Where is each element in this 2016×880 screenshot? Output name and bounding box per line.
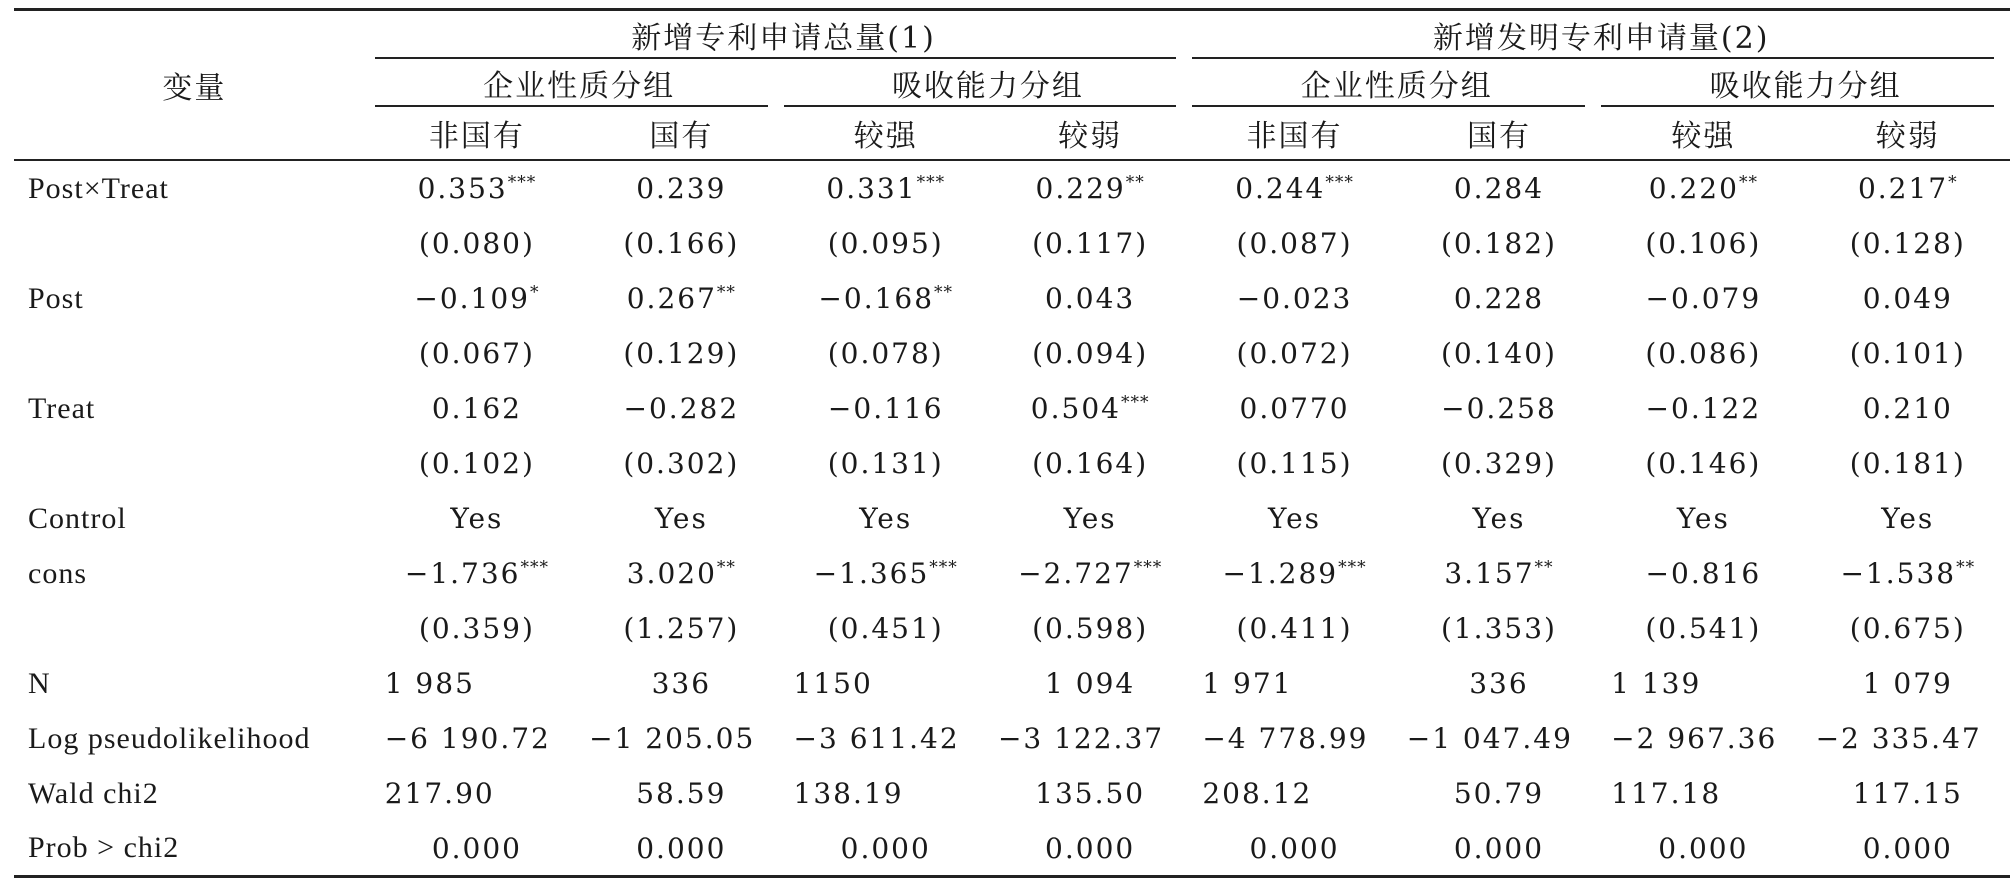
cell-value: −2 967.36 — [1611, 722, 1778, 755]
table-cell — [1397, 656, 1601, 711]
table-cell — [375, 546, 579, 601]
row-label: Wald chi2 — [28, 776, 159, 810]
cell-value: (0.128) — [1849, 227, 1966, 260]
cell-value: −0.116 — [827, 392, 944, 425]
cell-value: (0.541) — [1645, 612, 1762, 645]
table-cell — [1806, 160, 2010, 216]
cell-value: −1 205.05 — [589, 722, 756, 755]
table-cell — [1397, 766, 1601, 821]
cell-value: 0.162 — [431, 392, 522, 425]
table-cell — [1806, 821, 2010, 877]
cell-value: −1.736 — [404, 557, 521, 590]
table-cell — [1192, 656, 1396, 711]
cell-value: 1 094 — [1045, 667, 1136, 700]
cell-value: (0.087) — [1236, 227, 1353, 260]
cell-value: 0.000 — [1658, 831, 1749, 865]
table-cell — [375, 711, 579, 766]
table-cell — [579, 766, 783, 821]
table-row — [14, 491, 2010, 546]
table-cell — [1601, 766, 1805, 821]
table-cell — [375, 326, 579, 381]
table-cell — [1192, 326, 1396, 381]
cell-value: (0.359) — [418, 612, 535, 645]
significance-stars: * — [1948, 172, 1958, 193]
cell-value: 0.239 — [636, 172, 727, 205]
significance-stars: *** — [1338, 557, 1367, 578]
column-header: 非国有 — [428, 119, 525, 154]
table-row — [14, 381, 2010, 436]
cell-value: 1 985 — [384, 667, 475, 700]
row-label — [14, 601, 375, 656]
table-cell — [579, 491, 783, 546]
table-cell — [579, 656, 783, 711]
cell-value: 135.50 — [1035, 777, 1146, 810]
column-header: 国有 — [1466, 119, 1531, 154]
cell-value: −0.258 — [1441, 392, 1557, 425]
significance-stars: *** — [1120, 392, 1150, 413]
row-label: cons — [28, 556, 87, 590]
column-header: 非国有 — [1246, 119, 1343, 154]
cell-value: 336 — [1469, 667, 1529, 700]
table-cell — [1806, 271, 2010, 326]
table-cell — [1806, 546, 2010, 601]
cell-value: (0.598) — [1032, 612, 1149, 645]
table-cell — [579, 546, 783, 601]
table-cell — [1806, 601, 2010, 656]
cell-value: Yes — [1063, 502, 1117, 535]
cell-value: (0.101) — [1849, 337, 1966, 370]
row-label — [14, 326, 375, 381]
table-cell — [375, 160, 579, 216]
cell-value: Yes — [859, 502, 913, 535]
cell-value: (0.095) — [827, 227, 944, 260]
cell-value: (0.115) — [1236, 447, 1353, 480]
table-cell — [1397, 160, 1601, 216]
significance-stars: *** — [507, 172, 537, 193]
table-cell — [1601, 271, 1805, 326]
cell-value: (0.451) — [827, 612, 944, 645]
table-cell — [1806, 436, 2010, 491]
table-row — [14, 601, 2010, 656]
column-header: 较弱 — [1058, 119, 1123, 154]
cell-value: 217.90 — [384, 777, 495, 810]
table-cell — [1601, 381, 1805, 436]
table-cell — [988, 326, 1192, 381]
row-label: Treat — [28, 391, 96, 425]
table-cell — [1192, 216, 1396, 271]
cell-value: Yes — [1881, 502, 1935, 535]
cell-value: −0.122 — [1645, 392, 1762, 425]
table-row — [14, 436, 2010, 491]
cell-value: 208.12 — [1202, 777, 1313, 810]
cell-value: Yes — [654, 502, 708, 535]
table-cell — [579, 821, 783, 877]
cell-value: −0.109 — [414, 282, 530, 315]
cell-value: (0.094) — [1032, 337, 1149, 370]
significance-stars: ** — [716, 557, 736, 578]
table-cell — [784, 821, 988, 877]
cell-value: 0.000 — [1249, 831, 1340, 865]
table-cell — [784, 160, 988, 216]
column-header: 较弱 — [1875, 119, 1940, 154]
cell-value: (0.131) — [827, 447, 944, 480]
table-cell — [1192, 160, 1396, 216]
table-cell — [784, 601, 988, 656]
table-row — [14, 711, 2010, 766]
table-cell — [1192, 436, 1396, 491]
cell-value: 0.000 — [1045, 831, 1136, 865]
table-cell — [1601, 326, 1805, 381]
cell-value: 138.19 — [793, 777, 904, 810]
table-cell — [579, 326, 783, 381]
cell-value: (0.080) — [418, 227, 535, 260]
cell-value: Yes — [450, 502, 504, 535]
cell-value: 1 139 — [1611, 667, 1702, 700]
table-cell — [375, 271, 579, 326]
cell-value: 1 079 — [1862, 667, 1953, 700]
table-row — [14, 271, 2010, 326]
row-label: Post — [28, 281, 84, 315]
table-cell — [1806, 216, 2010, 271]
table-cell — [988, 271, 1192, 326]
row-label — [14, 436, 375, 491]
cell-value: (0.411) — [1236, 612, 1353, 645]
table-cell — [1397, 271, 1601, 326]
table-cell — [1806, 766, 2010, 821]
table-cell — [988, 821, 1192, 877]
cell-value: (1.353) — [1440, 612, 1557, 645]
table-cell — [1601, 216, 1805, 271]
table-cell — [1192, 491, 1396, 546]
table-cell — [375, 766, 579, 821]
table-cell — [784, 381, 988, 436]
cell-value: (0.166) — [623, 227, 740, 260]
table-cell — [375, 216, 579, 271]
table-cell — [375, 491, 579, 546]
table-cell — [1192, 821, 1396, 877]
table-cell — [1397, 436, 1601, 491]
table-cell — [1601, 656, 1805, 711]
table-cell — [1397, 381, 1601, 436]
significance-stars: *** — [929, 557, 958, 578]
table-cell — [784, 216, 988, 271]
table-cell — [1192, 766, 1396, 821]
cell-value: −6 190.72 — [384, 722, 551, 755]
table-cell — [579, 711, 783, 766]
row-label — [14, 216, 375, 271]
cell-value: −3 611.42 — [793, 722, 960, 755]
table-cell — [988, 711, 1192, 766]
cell-value: 1 971 — [1202, 667, 1293, 700]
cell-value: 0.043 — [1045, 282, 1136, 315]
row-label: N — [28, 666, 51, 700]
cell-value: 0.000 — [1453, 831, 1545, 865]
cell-value: −0.282 — [623, 392, 740, 425]
table-cell — [579, 216, 783, 271]
cell-value: (1.257) — [623, 612, 740, 645]
variable-header: 变量 — [14, 10, 375, 161]
cell-value: (0.086) — [1645, 337, 1762, 370]
table-cell — [375, 821, 579, 877]
cell-value: 0.244 — [1235, 172, 1326, 205]
cell-value: 0.217 — [1857, 172, 1949, 205]
sub-header-absorptive-2: 吸收能力分组 — [1601, 59, 2010, 107]
cell-value: (0.140) — [1440, 337, 1557, 370]
cell-value: −2 335.47 — [1815, 722, 1982, 755]
cell-value: 50.79 — [1453, 777, 1545, 810]
cell-value: −4 778.99 — [1202, 722, 1369, 755]
table-cell — [1192, 601, 1396, 656]
cell-value: (0.329) — [1440, 447, 1557, 480]
regression-table — [14, 8, 2010, 878]
sub-header-absorptive-1: 吸收能力分组 — [784, 59, 1193, 107]
table-cell — [1806, 381, 2010, 436]
significance-stars: *** — [520, 557, 549, 578]
table-cell — [1397, 601, 1601, 656]
cell-value: (0.078) — [827, 337, 944, 370]
significance-stars: ** — [716, 282, 736, 303]
cell-value: −3 122.37 — [997, 722, 1165, 755]
table-cell — [375, 381, 579, 436]
significance-stars: ** — [1956, 557, 1976, 578]
table-cell — [988, 381, 1192, 436]
significance-stars: *** — [1325, 172, 1354, 193]
significance-stars: *** — [1133, 557, 1163, 578]
table-cell — [1601, 601, 1805, 656]
cell-value: (0.146) — [1645, 447, 1762, 480]
table-cell — [988, 491, 1192, 546]
cell-value: 0.504 — [1030, 392, 1121, 425]
table-cell — [1192, 381, 1396, 436]
cell-value: 0.000 — [840, 831, 931, 865]
cell-value: 0.000 — [636, 831, 727, 865]
table-cell — [1192, 271, 1396, 326]
significance-stars: ** — [1738, 172, 1758, 193]
significance-stars: * — [529, 282, 540, 303]
table-cell — [1397, 491, 1601, 546]
table-row — [14, 766, 2010, 821]
table-header — [14, 10, 2010, 161]
table-cell — [784, 271, 988, 326]
table-cell — [1601, 436, 1805, 491]
sub-header-ownership-1: 企业性质分组 — [375, 59, 784, 107]
cell-value: 0.049 — [1862, 282, 1953, 315]
table-cell — [375, 656, 579, 711]
table-cell — [1806, 491, 2010, 546]
significance-stars: ** — [1125, 172, 1145, 193]
table-cell — [1806, 326, 2010, 381]
table-cell — [988, 160, 1192, 216]
cell-value: (0.067) — [418, 337, 535, 370]
table-cell — [988, 546, 1192, 601]
column-header: 较强 — [1671, 119, 1736, 154]
cell-value: Yes — [1676, 502, 1730, 535]
cell-value: −1.538 — [1840, 557, 1957, 590]
table-cell — [1397, 821, 1601, 877]
table-cell — [988, 766, 1192, 821]
row-label: Log pseudolikelihood — [28, 721, 311, 755]
table-cell — [1192, 546, 1396, 601]
table-cell — [579, 381, 783, 436]
cell-value: Yes — [1268, 502, 1322, 535]
table-cell — [784, 711, 988, 766]
cell-value: (0.302) — [623, 447, 740, 480]
cell-value: (0.117) — [1032, 227, 1149, 260]
column-header: 较强 — [853, 119, 918, 154]
table-cell — [988, 656, 1192, 711]
cell-value: 3.020 — [626, 557, 717, 590]
group-header-invention-patents: 新增发明专利申请量(2) — [1192, 10, 2010, 60]
table-cell — [1601, 491, 1805, 546]
table-body — [14, 160, 2010, 877]
cell-value: 117.15 — [1852, 777, 1963, 810]
table-row — [14, 821, 2010, 877]
cell-value: 0.0770 — [1239, 392, 1350, 425]
cell-value: Yes — [1472, 502, 1526, 535]
table-cell — [579, 160, 783, 216]
significance-stars: ** — [934, 282, 954, 303]
cell-value: 0.284 — [1453, 172, 1545, 205]
row-label: Prob > chi2 — [28, 831, 180, 864]
cell-value: −1.289 — [1222, 557, 1339, 590]
cell-value: (0.129) — [623, 337, 740, 370]
cell-value: (0.072) — [1236, 337, 1353, 370]
cell-value: (0.106) — [1645, 227, 1762, 260]
table-cell — [988, 216, 1192, 271]
table-cell — [1397, 711, 1601, 766]
cell-value: 336 — [651, 667, 712, 700]
table-cell — [1601, 160, 1805, 216]
table-cell — [988, 601, 1192, 656]
cell-value: 0.228 — [1453, 282, 1545, 315]
cell-value: 117.18 — [1611, 777, 1722, 810]
sub-header-ownership-2: 企业性质分组 — [1192, 59, 1601, 107]
cell-value: (0.164) — [1032, 447, 1149, 480]
row-label: Control — [28, 501, 127, 535]
table-cell — [579, 271, 783, 326]
table-cell — [784, 326, 988, 381]
significance-stars: *** — [916, 172, 946, 193]
table-cell — [1397, 546, 1601, 601]
cell-value: −0.168 — [818, 282, 935, 315]
table-cell — [784, 436, 988, 491]
cell-value: 1150 — [793, 667, 873, 700]
cell-value: 0.000 — [1862, 831, 1953, 865]
significance-stars: ** — [1534, 557, 1554, 578]
table-row — [14, 656, 2010, 711]
cell-value: 0.331 — [826, 172, 917, 205]
table-cell — [784, 766, 988, 821]
table-row — [14, 546, 2010, 601]
table-cell — [1806, 656, 2010, 711]
table-cell — [784, 656, 988, 711]
cell-value: 0.229 — [1035, 172, 1126, 205]
table-cell — [579, 601, 783, 656]
group-header-total-patents: 新增专利申请总量(1) — [375, 10, 1193, 60]
table-row — [14, 216, 2010, 271]
cell-value: (0.182) — [1440, 227, 1557, 260]
column-header: 国有 — [649, 119, 714, 154]
table-row — [14, 160, 2010, 216]
table-cell — [579, 436, 783, 491]
table-cell — [1601, 546, 1805, 601]
cell-value: 0.267 — [626, 282, 717, 315]
cell-value: (0.181) — [1849, 447, 1966, 480]
table-cell — [1806, 711, 2010, 766]
cell-value: −1 047.49 — [1406, 722, 1573, 755]
cell-value: −2.727 — [1018, 557, 1134, 590]
row-label: Post×Treat — [28, 171, 169, 205]
cell-value: 0.353 — [417, 172, 508, 205]
table-cell — [1601, 821, 1805, 877]
cell-value: 58.59 — [636, 777, 727, 810]
table-cell — [375, 436, 579, 491]
cell-value: 0.000 — [431, 831, 522, 865]
table-cell — [784, 546, 988, 601]
cell-value: 3.157 — [1444, 557, 1535, 590]
cell-value: −0.816 — [1645, 557, 1762, 590]
table-cell — [375, 601, 579, 656]
cell-value: 0.210 — [1862, 392, 1953, 425]
cell-value: (0.102) — [418, 447, 535, 480]
table-cell — [1192, 711, 1396, 766]
table-row — [14, 326, 2010, 381]
cell-value: −1.365 — [813, 557, 930, 590]
cell-value: 0.220 — [1648, 172, 1739, 205]
table-cell — [988, 436, 1192, 491]
cell-value: (0.675) — [1849, 612, 1966, 645]
table-cell — [1397, 216, 1601, 271]
cell-value: −0.023 — [1236, 282, 1353, 315]
table-cell — [1601, 711, 1805, 766]
table-cell — [784, 491, 988, 546]
cell-value: −0.079 — [1645, 282, 1762, 315]
table-cell — [1397, 326, 1601, 381]
